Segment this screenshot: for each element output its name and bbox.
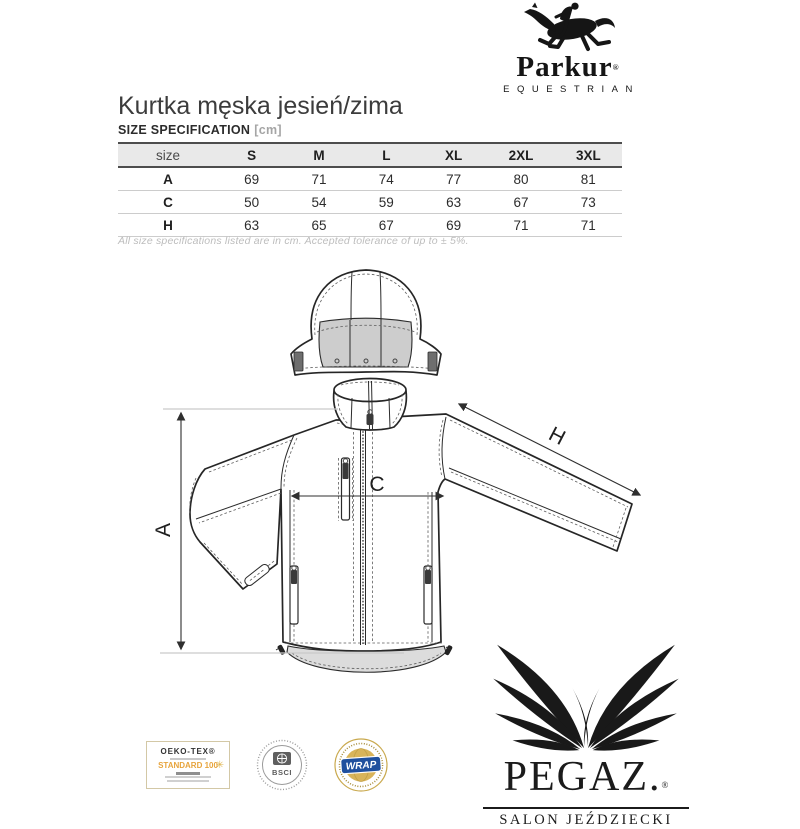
- wrap-banner: [341, 756, 382, 774]
- col-header-size: size: [155, 147, 180, 163]
- unit-label: [cm]: [254, 123, 282, 137]
- size-value: 59: [378, 194, 394, 210]
- measure-label-chest: C: [369, 473, 385, 496]
- bsci-badge: [256, 739, 308, 791]
- col-header-M: M: [313, 147, 325, 163]
- row-label-C: C: [163, 194, 173, 210]
- size-value: 50: [244, 194, 260, 210]
- size-value: 69: [446, 217, 462, 233]
- size-value: 80: [513, 171, 529, 187]
- registered-mark: ®: [661, 780, 669, 790]
- retailer-subtitle: SALON JEŹDZIECKI: [499, 812, 673, 828]
- size-value: 73: [580, 194, 596, 210]
- brand-tagline: EQUESTRIAN: [503, 84, 640, 95]
- size-value: 65: [311, 217, 327, 233]
- retailer-divider: [483, 807, 689, 809]
- col-header-XL: XL: [445, 147, 463, 163]
- registered-mark: ®: [612, 63, 620, 72]
- size-value: 71: [580, 217, 596, 233]
- oeko-tex-brand: OEKO-TEX®: [160, 747, 216, 756]
- size-value: 71: [513, 217, 529, 233]
- row-label-H: H: [163, 217, 173, 233]
- oeko-tex-standard: STANDARD 100: [158, 761, 218, 771]
- measure-label-length: A: [152, 522, 175, 538]
- size-value: 69: [244, 171, 260, 187]
- hood-velcro-left: [294, 352, 303, 371]
- retailer-logo: [478, 638, 694, 829]
- oeko-tex-badge: [146, 741, 230, 789]
- row-label-A: A: [163, 171, 173, 187]
- wrap-badge: [334, 738, 388, 792]
- wrap-label: WRAP: [345, 759, 377, 773]
- size-value: 71: [311, 171, 327, 187]
- bsci-globe-icon: [273, 752, 291, 765]
- col-header-3XL: 3XL: [575, 147, 601, 163]
- size-value: 67: [513, 194, 529, 210]
- size-value: 77: [446, 171, 462, 187]
- certification-badges: [146, 738, 388, 792]
- size-value: 63: [244, 217, 260, 233]
- hood-drawing: [291, 270, 441, 375]
- col-header-L: L: [382, 147, 391, 163]
- jacket-body-drawing: [190, 414, 632, 672]
- hood-velcro-right: [428, 352, 437, 371]
- brand-wordmark: Parkur®: [516, 51, 620, 83]
- size-value: 74: [378, 171, 394, 187]
- spec-note: All size specifications listed are in cm. Accepted tolerance of up to ± 5%.: [118, 235, 469, 247]
- oeko-seal-icon: ✳: [215, 760, 224, 771]
- collar-drawing: [334, 379, 407, 431]
- size-spec-heading: SIZE SPECIFICATION [cm]: [118, 123, 282, 137]
- measure-label-sleeve: H: [544, 422, 570, 450]
- col-header-S: S: [247, 147, 257, 163]
- pegasus-wings-icon: [481, 638, 691, 752]
- size-value: 54: [311, 194, 327, 210]
- col-header-2XL: 2XL: [508, 147, 534, 163]
- size-value: 63: [446, 194, 462, 210]
- retailer-name: PEGAZ.®: [503, 754, 669, 800]
- page-title: Kurtka męska jesień/zima: [118, 92, 403, 120]
- size-value: 67: [378, 217, 394, 233]
- size-value: 81: [580, 171, 596, 187]
- bsci-label: BSCI: [272, 768, 292, 777]
